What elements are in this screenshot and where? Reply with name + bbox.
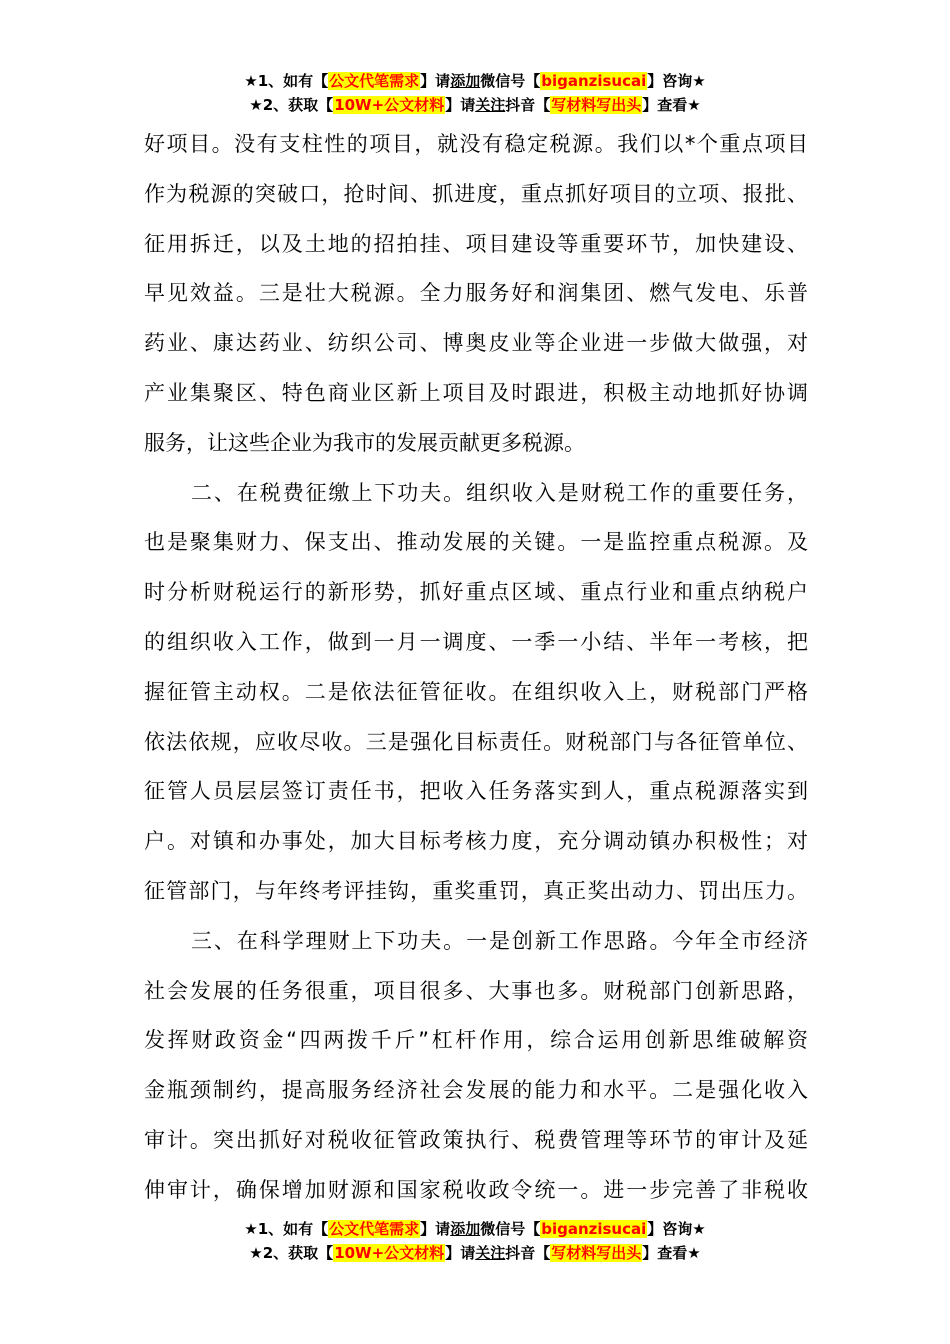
banner-emphasis: 添加 xyxy=(450,1220,481,1238)
banner-text: 抖音【 xyxy=(505,1244,551,1262)
banner-highlight: biganzisucai xyxy=(541,72,647,90)
body-line: 也是聚集财力、保支出、推动发展的关键。一是监控重点税源。及 xyxy=(144,530,808,555)
banner-text: 】咨询★ xyxy=(647,1220,706,1238)
body-line: 早见效益。三是壮大税源。全力服务好和润集团、燃气发电、乐普 xyxy=(144,281,808,306)
banner-text: ★2、获取【 xyxy=(249,96,334,114)
banner-text: 】请 xyxy=(445,96,476,114)
banner-highlight: 公文代笔需求 xyxy=(329,72,420,90)
section-heading-line: 三、在科学理财上下功夫。一是创新工作思路。今年全市经济 xyxy=(191,928,808,953)
banner-highlight: biganzisucai xyxy=(541,1220,647,1238)
body-line: 审计。突出抓好对税收征管政策执行、税费管理等环节的审计及延 xyxy=(144,1127,808,1152)
body-line: 作为税源的突破口，抢时间、抓进度，重点抓好项目的立项、报批、 xyxy=(144,181,808,206)
footer-banner xyxy=(0,1217,950,1265)
banner-highlight: 写材料写出头 xyxy=(551,1244,642,1262)
body-line: 药业、康达药业、纺织公司、博奥皮业等企业进一步做大做强，对 xyxy=(144,331,808,356)
banner-highlight: 10W+公文材料 xyxy=(334,96,445,114)
banner-text: 】请 xyxy=(420,72,451,90)
banner-line-2 xyxy=(0,93,950,117)
document-body xyxy=(144,120,808,1216)
banner-line-1 xyxy=(0,69,950,93)
banner-emphasis: 关注 xyxy=(475,96,506,114)
body-line: 的组织收入工作，做到一月一调度、一季一小结、半年一考核，把 xyxy=(144,629,808,654)
banner-text: ★1、如有【 xyxy=(244,72,329,90)
body-line: 时分析财税运行的新形势，抓好重点区域、重点行业和重点纳税户 xyxy=(144,580,808,605)
banner-emphasis: 关注 xyxy=(475,1244,506,1262)
banner-text: 】查看★ xyxy=(642,1244,701,1262)
banner-highlight: 10W+公文材料 xyxy=(334,1244,445,1262)
banner-highlight: 公文代笔需求 xyxy=(329,1220,420,1238)
section-heading-line: 二、在税费征缴上下功夫。组织收入是财税工作的重要任务， xyxy=(191,480,808,505)
body-line: 征用拆迁，以及土地的招拍挂、项目建设等重要环节，加快建设、 xyxy=(144,231,808,256)
banner-text: ★2、获取【 xyxy=(249,1244,334,1262)
body-line: 征管人员层层签订责任书，把收入任务落实到人，重点税源落实到 xyxy=(144,779,808,804)
body-line: 金瓶颈制约，提高服务经济社会发展的能力和水平。二是强化收入 xyxy=(144,1078,808,1103)
header-banner xyxy=(0,69,950,117)
banner-text: 微信号【 xyxy=(480,1220,541,1238)
body-line: 伸审计，确保增加财源和国家税收政令统一。进一步完善了非税收 xyxy=(144,1177,808,1202)
banner-text: 】请 xyxy=(445,1244,476,1262)
body-line: 服务，让这些企业为我市的发展贡献更多税源。 xyxy=(144,430,585,455)
banner-text: 】咨询★ xyxy=(647,72,706,90)
body-line: 征管部门，与年终考评挂钩，重奖重罚，真正奖出动力、罚出压力。 xyxy=(144,878,808,903)
banner-text: ★1、如有【 xyxy=(244,1220,329,1238)
body-line: 依法依规，应收尽收。三是强化目标责任。财税部门与各征管单位、 xyxy=(144,729,808,754)
banner-highlight: 写材料写出头 xyxy=(551,96,642,114)
body-line: 好项目。没有支柱性的项目，就没有稳定税源。我们以*个重点项目 xyxy=(144,132,808,156)
banner-text: 】查看★ xyxy=(642,96,701,114)
body-line: 户。对镇和办事处，加大目标考核力度，充分调动镇办积极性；对 xyxy=(144,829,808,854)
banner-text: 】请 xyxy=(420,1220,451,1238)
body-line: 握征管主动权。二是依法征管征收。在组织收入上，财税部门严格 xyxy=(144,679,808,704)
body-line: 发挥财政资金“四两拨千斤”杠杆作用，综合运用创新思维破解资 xyxy=(144,1028,808,1053)
banner-text: 抖音【 xyxy=(505,96,551,114)
banner-emphasis: 添加 xyxy=(450,72,481,90)
body-line: 社会发展的任务很重，项目很多、大事也多。财税部门创新思路， xyxy=(144,978,808,1003)
banner-line-2 xyxy=(0,1241,950,1265)
banner-line-1 xyxy=(0,1217,950,1241)
banner-text: 微信号【 xyxy=(480,72,541,90)
body-line: 产业集聚区、特色商业区新上项目及时跟进，积极主动地抓好协调 xyxy=(144,380,808,405)
